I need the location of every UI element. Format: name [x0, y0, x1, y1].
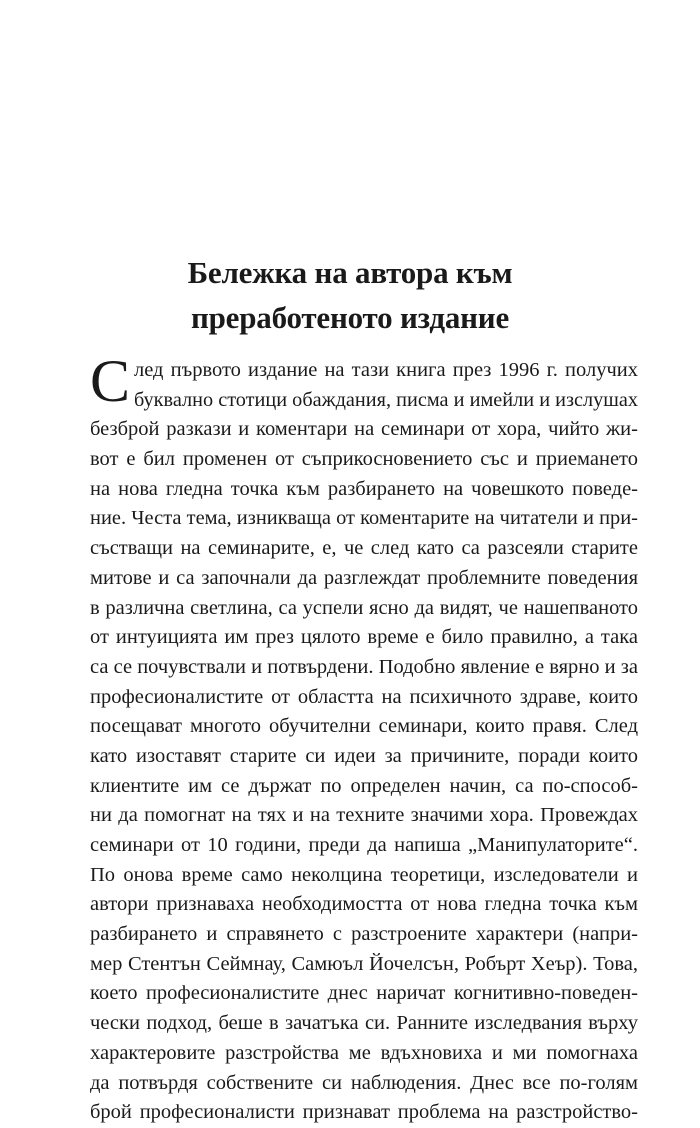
text-line: посещават многото обучителни семинари, които правя. След: [90, 715, 638, 738]
text-line: като изоставят старите си идеи за причините, поради които: [90, 744, 638, 767]
text-line: семинари от 10 години, преди да напиша „Манипулаторите“.: [90, 834, 638, 856]
text-line: ние. Честа тема, изникваща от коментарите на читатели и при-: [90, 507, 638, 530]
text-line: от интуицията им през цялото време е било правилно, а така: [90, 626, 638, 649]
text-line: професионалистите от областта на психичното здраве, които: [90, 685, 638, 708]
text-line: лед първото издание на тази книга през 1996 г. получих: [134, 359, 638, 381]
text-line: са се почувствали и потвърдени. Подобно явление е вярно и за: [90, 655, 638, 678]
chapter-title-line-2: преработеното издание: [190, 300, 509, 335]
text-line: което професионалистите днес наричат когнитивно-поведен-: [90, 982, 638, 1005]
text-line: характеровите разстройства ме вдъхновиха и ми помогнаха: [90, 1041, 638, 1064]
text-line: митове и са започнали да разглеждат проблемните поведения: [90, 566, 638, 589]
text-line: чески подход, беше в зачатъка си. Ранните изследвания върху: [90, 1012, 638, 1035]
text-line: автори признаваха необходимостта от нова гледна точка към: [90, 893, 638, 916]
text-line: да потвърдя собствените си наблюдения. Днес все по-голям: [90, 1071, 638, 1094]
text-line: състващи на семинарите, е, че след като са разсеяли старите: [90, 537, 638, 560]
text-line: По онова време само неколцина теоретици, изследователи и: [90, 863, 638, 886]
text-line: разбирането и справянето с разстроените характери (напри-: [90, 923, 638, 946]
body-paragraph: [90, 356, 638, 1128]
text-line: на нова гледна точка към разбирането на човешкото поведе-: [90, 477, 638, 500]
text-line: клиентите им се държат по определен начин, са по-способ-: [90, 774, 638, 797]
text-line: в различна светлина, са успели ясно да видят, че нашепваното: [90, 596, 638, 619]
text-line: вот е бил променен от съприкосновението със и приемането: [90, 448, 638, 471]
text-line: буквално стотици обаждания, писма и имейли и изслушах: [134, 388, 638, 411]
drop-cap: С: [90, 348, 131, 414]
text-line: мер Стентън Сеймнау, Самюъл Йочелсън, Робърт Хеър). Това,: [90, 952, 638, 975]
text-line: ни да помогнат на тях и на техните значими хора. Провеждах: [90, 804, 638, 827]
text-line: безброй разкази и коментари на семинари от хора, чийто жи-: [90, 418, 638, 441]
chapter-title: [0, 250, 700, 340]
text-line: брой професионалисти признават проблема на разстройство-: [90, 1101, 638, 1124]
chapter-title-line-1: Бележка на автора към: [187, 255, 513, 290]
